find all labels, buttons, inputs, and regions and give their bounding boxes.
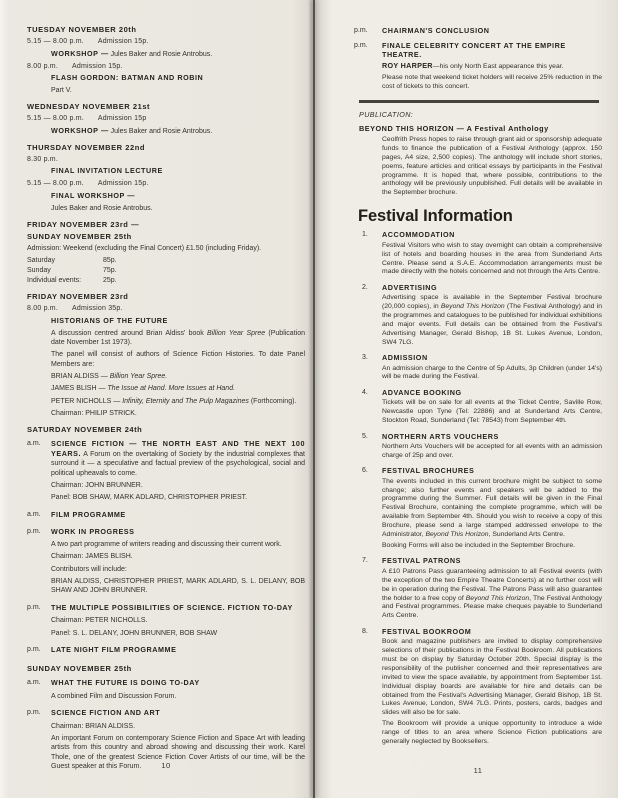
schedule-item-content — [51, 527, 305, 599]
event-people: Jules Baker and Rosie Antrobus. — [108, 50, 213, 58]
event-description: The panel will consist of authors of Science Fiction Histories. To date Panel Members are: — [51, 351, 305, 368]
schedule-item — [27, 678, 305, 704]
event-paragraph — [51, 645, 305, 655]
section-body: Tickets will be on sale for all events at the Ticket Centre, Saville Row, Newcastle upon Tyne (Tel: 22886) and at Sunderland Arts Centre, Stockton Road, Sunderland (Tel: 78543) from September 4th. — [382, 399, 602, 425]
chairman-line: Chairman: JOHN BRUNNER. — [51, 481, 143, 489]
page-number-right: 11 — [473, 766, 483, 775]
event-paragraph — [51, 603, 305, 613]
text-run: The events included in this current brochure might be subject to some change; also further events and speakers will be added to the programme during the Summer. Full details will be given in the Final Festival Brochure, containing the complete programme, which will be available from September 4th. Should you wish to receive a copy of this Brochure, please send a large stamped addressed envelope to the Administrator, — [382, 477, 602, 539]
section-divider — [359, 100, 599, 103]
schedule-item — [27, 439, 305, 506]
book-title: Beyond This Horizon — [440, 303, 505, 311]
text-run: (Forthcoming). — [248, 397, 297, 405]
event-paragraph — [51, 510, 305, 520]
artist-note: —his only North East appearance this year. — [432, 62, 564, 70]
section-number: 5. — [362, 432, 368, 440]
book-title: Beyond This Horizon — [465, 594, 530, 602]
price-label: Individual events: — [27, 276, 82, 284]
time-range: 5.15 — 8.00 p.m. — [27, 180, 84, 188]
day-heading-friday: FRIDAY NOVEMBER 23rd — [27, 291, 129, 301]
ampm-marker: p.m. — [354, 26, 368, 34]
event-paragraph — [51, 678, 305, 688]
panelist-name: PETER NICHOLLS — — [51, 397, 123, 405]
price-row — [27, 266, 305, 275]
event-title: THE MULTIPLE POSSIBILITIES OF SCIENCE. FICTION TO-DAY — [51, 603, 293, 613]
event-paragraph — [51, 708, 305, 718]
session-time-line — [27, 179, 305, 188]
admission-price: Admission 15p. — [71, 62, 123, 70]
section-number: 8. — [362, 627, 368, 635]
admission-price: Admission 35p. — [71, 304, 123, 312]
admission-price: Admission 15p — [97, 114, 147, 122]
festival-information-heading: Festival Information — [358, 207, 513, 226]
section-content — [382, 466, 602, 553]
price-label: Saturday — [27, 257, 56, 265]
day-heading-sunday: SUNDAY NOVEMBER 25th — [27, 664, 132, 674]
event-title: FLASH GORDON: BATMAN AND ROBIN — [51, 73, 204, 83]
ampm-marker: p.m. — [354, 41, 368, 49]
schedule-item-content — [51, 510, 305, 522]
section-body — [382, 478, 602, 540]
event-lecture — [51, 166, 305, 176]
price-value: 25p. — [103, 276, 117, 284]
text-run: A discussion centred around Brian Aldiss' book — [51, 329, 208, 337]
left-page — [27, 25, 305, 776]
session-time-line — [27, 155, 305, 164]
book-title: Infinity, Eternity and The Pulp Magazines — [122, 397, 249, 405]
event-paragraph — [51, 527, 305, 537]
ampm-marker: p.m. — [27, 709, 41, 717]
info-section — [354, 388, 602, 428]
event-title: FINALE CELEBRITY CONCERT AT THE EMPIRE THEATRE. — [382, 40, 566, 60]
schedule-item-content — [51, 645, 305, 657]
ampm-marker: a.m. — [27, 511, 41, 518]
section-number: 3. — [362, 354, 368, 362]
text-run: A £10 Patrons Pass guaranteeing admission to all Festival events (with the exception of the two Empire Theatre Concerts) at no further cost will be in operation during the Festival. The Patrons Pass will also guarantee the holder to a free copy of — [382, 567, 602, 602]
event-film-part: Part V. — [51, 87, 72, 95]
ticket-note: Please note that weekend ticket holders will receive 25% reduction in the cost of tickets to this concert. — [382, 73, 602, 90]
section-body: Northern Arts Vouchers will be accepted for all events with an admission charge of 25p and over. — [382, 442, 602, 459]
schedule-item-content — [51, 439, 305, 506]
right-page — [354, 21, 602, 749]
event-title: WORK IN PROGRESS — [51, 526, 135, 536]
panel-line: Panel: S. L. DELANY, JOHN BRUNNER, BOB SHAW — [51, 629, 218, 637]
day-heading-thursday: THURSDAY NOVEMBER 22nd — [27, 142, 145, 152]
time-range: 5.15 — 8.00 p.m. — [27, 38, 84, 45]
weekend-admission-note: Admission: Weekend (excluding the Final Concert) £1.50 (including Friday). — [27, 245, 262, 253]
event-workshop — [51, 49, 305, 59]
section-title: ADVANCE BOOKING — [382, 387, 462, 397]
session-time-line — [27, 114, 305, 123]
section-body — [382, 568, 602, 621]
event-title: WORKSHOP — — [51, 125, 109, 135]
price-value: 85p. — [103, 257, 117, 265]
ampm-marker: p.m. — [27, 604, 41, 612]
event-people: Jules Baker and Rosie Antrobus. — [51, 204, 153, 212]
publication-title: BEYOND THIS HORIZON — A Festival Anthology — [359, 123, 549, 133]
page-number-left: 10 — [161, 761, 171, 770]
book-title: Billion Year Spree. — [109, 373, 168, 381]
section-body: An admission charge to the Centre of 5p Adults, 3p Children (under 14's) will be made during the Festival. — [382, 364, 602, 381]
text-run: (Publication date November 1st 1973). — [51, 329, 305, 347]
event-description — [51, 329, 305, 348]
panelist-name: BRIAN ALDISS — — [51, 373, 110, 381]
page-gutter — [313, 0, 315, 798]
event-title: CHAIRMAN'S CONCLUSION — [382, 25, 490, 35]
day-heading-saturday: SATURDAY NOVEMBER 24th — [27, 424, 143, 434]
contributors-names: BRIAN ALDISS, CHRISTOPHER PRIEST, MARK ADLARD, S. L. DELANY, BOB SHAW AND JOHN BRUNNER. — [51, 577, 305, 595]
ampm-marker: a.m. — [27, 679, 41, 687]
book-title: Beyond This Horizon — [425, 531, 489, 539]
schedule-item-content — [51, 603, 305, 641]
book-title: The Issue at Hand. More Issues at Hand. — [107, 385, 236, 393]
info-section — [354, 556, 602, 623]
section-body-2: The Bookroom will provide a unique opportunity to introduce a wide range of titles to an area where Science Fiction publications are generally neglected by Booksellers. — [382, 720, 602, 746]
section-title: FESTIVAL PATRONS — [382, 556, 461, 566]
schedule-item — [354, 26, 602, 37]
text-run: (The Festival Anthology) and in the programmes and catalogues to be published for individual exhibitions and major events. Full details can be obtained from the Festival's Advertising Manager, Gerald Bishop, 1B St. Lukes Avenue, London, SW4 7LG. — [382, 303, 602, 346]
event-title: WHAT THE FUTURE IS DOING TO-DAY — [51, 678, 200, 688]
panel-member — [51, 372, 305, 381]
event-description: An important Forum on contemporary Science Fiction and Space Art with leading artists from this country and abroad showing and discussing their work. Karel Thole, one of the greatest Science Fiction Cover Artists of our time, will be the Guest speaker at this Forum. — [51, 734, 305, 770]
publication-label: PUBLICATION: — [359, 109, 414, 119]
artist-line — [382, 62, 602, 72]
publication-body: Ceolfrith Press hopes to raise through grant aid or sponsorship adequate funds to finance the publication of a Festival Anthology (approx. 150 pages, A4 size, 2,500 copies). The anthology will include short stories, poems, feature articles and critical essays by participants in the Festival programme. It is hoped that, where possible, contributions to the anthology will be previously unpublished. Full details will be available in the September brochure. — [382, 135, 602, 197]
section-number: 6. — [362, 467, 368, 475]
day-heading-tuesday: TUESDAY NOVEMBER 20th — [27, 25, 137, 34]
section-content — [382, 556, 602, 623]
price-row — [27, 256, 305, 265]
ampm-marker: a.m. — [27, 439, 41, 447]
schedule-item-content — [51, 678, 305, 704]
event-workshop — [51, 191, 305, 201]
event-title: WORKSHOP — — [51, 48, 109, 58]
day-heading-weekend-end: SUNDAY NOVEMBER 25th — [27, 231, 132, 241]
info-section — [354, 230, 602, 279]
event-title: FILM PROGRAMME — [51, 510, 126, 519]
section-body-2: Booking Forms will also be included in the September Brochure. — [382, 541, 576, 549]
time-range: 8.00 p.m. — [27, 304, 58, 312]
section-body: Festival Visitors who wish to stay overnight can obtain a comprehensive list of hotels and boarding houses in the area from Sunderland Arts Centre. Please send a S.A.E. Accommodation arrangements must be made directly with the hotels concerned and not through the Arts Centre. — [382, 241, 602, 276]
text-run: Advertising space is available in the September Festival brochure (20,000 copies), in — [382, 294, 602, 311]
admission-price: Admission 15p. — [97, 180, 149, 188]
event-description: A combined Film and Discussion Forum. — [51, 692, 177, 700]
chairman-line: Chairman: PHILIP STRICK. — [51, 409, 137, 417]
section-content — [382, 432, 602, 463]
event-description: A Forum on the overtaking of Society by the industrial complexes that surround it — a speculative and factual preview of the psychological, social and political upheavals to come. — [51, 451, 305, 477]
event-paragraph — [51, 439, 305, 478]
section-title: FESTIVAL BOOKROOM — [382, 626, 472, 636]
section-body — [382, 294, 602, 347]
chairman-line: Chairman: BRIAN ALDISS. — [51, 722, 136, 730]
section-title: ADVERTISING — [382, 282, 438, 292]
section-number: 7. — [362, 557, 368, 565]
ampm-marker: p.m. — [27, 646, 41, 654]
info-section — [354, 283, 602, 350]
section-title: ADMISSION — [382, 353, 428, 363]
panel-member — [51, 397, 305, 406]
chairman-line: Chairman: JAMES BLISH. — [51, 553, 133, 561]
schedule-item-content — [382, 26, 602, 37]
event-title: HISTORIANS OF THE FUTURE — [51, 315, 168, 325]
chairman-line: Chairman: PETER NICHOLLS. — [51, 617, 148, 625]
time-range: 5.15 — 8.00 p.m. — [27, 114, 84, 122]
section-number: 1. — [362, 231, 368, 239]
schedule-item — [27, 510, 305, 522]
session-time-line — [27, 62, 305, 71]
price-value: 75p. — [103, 267, 117, 275]
section-title: NORTHERN ARTS VOUCHERS — [382, 431, 499, 441]
event-film — [51, 73, 305, 83]
panel-member — [51, 384, 305, 393]
event-title: FINAL INVITATION LECTURE — [51, 166, 163, 176]
price-row — [27, 276, 305, 285]
panel-line: Panel: BOB SHAW, MARK ADLARD, CHRISTOPHER PRIEST. — [51, 494, 248, 502]
section-title: ACCOMMODATION — [382, 230, 455, 240]
section-content — [382, 388, 602, 428]
section-body: Book and magazine publishers are invited to display comprehensive selections of their publications in the Festival Bookroom. All publications must be on display by Saturday October 20th. Special display is the responsibility of the publisher concerned and their representatives are invited to view the space available, by appointment from September 1st. Individual display boards are available for hire and details can be obtained from the Festival's Advertising Manager, Gerald Bishop, 1B St. Lukes Avenue, London, SW4 7LG. Prints, posters, cards, badges and slides will also be for sale. — [382, 638, 602, 717]
section-content — [382, 627, 602, 749]
info-section — [354, 627, 602, 749]
event-title: SCIENCE FICTION — THE NORTH EAST AND THE NEXT 100 YEARS. — [51, 438, 305, 459]
section-content — [382, 353, 602, 384]
section-number: 4. — [362, 388, 368, 396]
time-range: 8.30 p.m. — [27, 155, 58, 163]
section-content — [382, 283, 602, 350]
price-label: Sunday — [27, 267, 51, 275]
time-range: 8.00 p.m. — [27, 62, 58, 70]
session-time-line — [27, 37, 305, 46]
day-heading-wednesday: WEDNESDAY NOVEMBER 21st — [27, 101, 151, 111]
ampm-marker: p.m. — [27, 527, 41, 535]
event-title: FINAL WORKSHOP — — [51, 190, 136, 200]
text-run: , Sunderland Arts Centre. — [488, 531, 565, 539]
panelist-name: JAMES BLISH — — [51, 385, 108, 393]
event-title: LATE NIGHT FILM PROGRAMME — [51, 645, 177, 655]
schedule-item — [27, 603, 305, 641]
event-description: A two part programme of writers reading and discussing their current work. — [51, 541, 282, 549]
event-title: SCIENCE FICTION AND ART — [51, 708, 161, 718]
schedule-item — [354, 41, 602, 94]
day-heading-weekend-start: FRIDAY NOVEMBER 23rd — — [27, 219, 140, 229]
admission-price: Admission 15p. — [97, 38, 149, 45]
artist-name: ROY HARPER — [382, 60, 433, 70]
book-title: Billion Year Spree — [207, 329, 266, 337]
section-number: 2. — [362, 283, 368, 291]
section-content — [382, 230, 602, 279]
info-section — [354, 432, 602, 463]
section-title: FESTIVAL BROCHURES — [382, 466, 475, 476]
event-workshop — [51, 126, 305, 136]
event-people: Jules Baker and Rosie Antrobus. — [108, 127, 213, 135]
text-run: , The Festival Anthology and Festival programmes. Please make cheques payable to Sunderland Arts Centre. — [382, 594, 603, 620]
contributors-line: Contributors will include: — [51, 565, 127, 573]
schedule-item — [27, 645, 305, 657]
schedule-item — [27, 527, 305, 599]
info-section — [354, 466, 602, 553]
event-historians — [51, 316, 305, 326]
session-time-line — [27, 304, 305, 313]
schedule-item-content — [382, 41, 602, 94]
info-section — [354, 353, 602, 384]
